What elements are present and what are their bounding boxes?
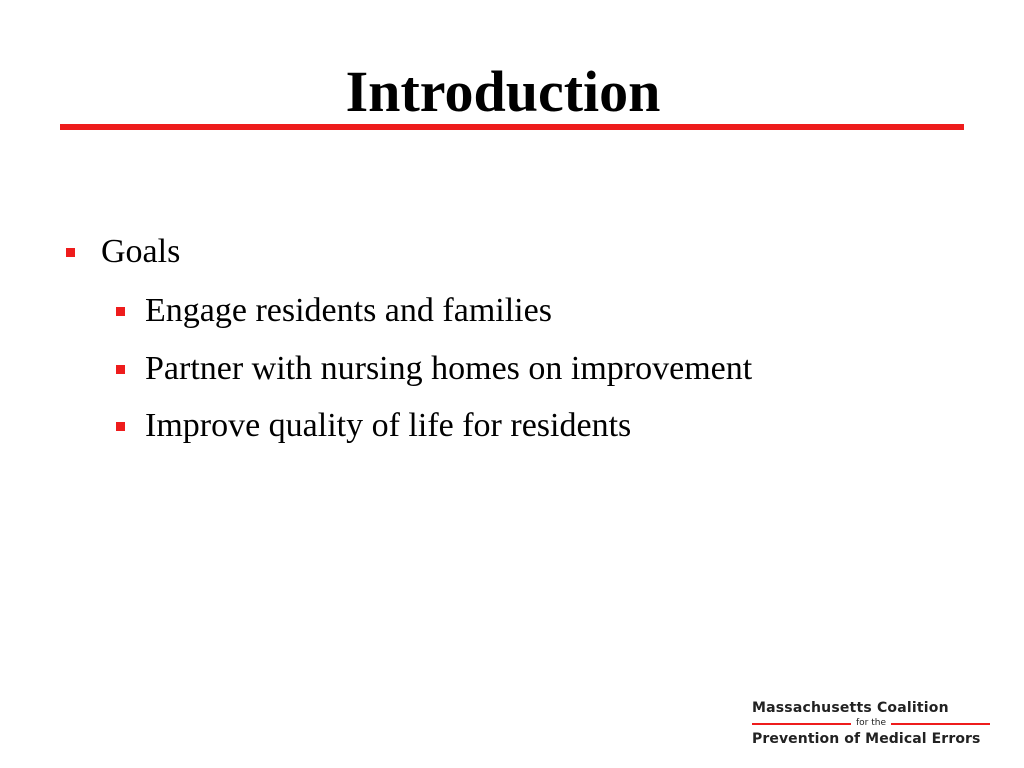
square-bullet-icon (116, 422, 125, 431)
logo-name-line: Massachusetts Coalition (752, 700, 949, 716)
sub-bullet-item (116, 349, 752, 389)
logo-subtitle-line: Prevention of Medical Errors (752, 731, 981, 747)
square-bullet-icon (116, 307, 125, 316)
slide-title: Introduction (345, 59, 661, 124)
sub-bullet-item (116, 291, 552, 331)
organization-logo (752, 700, 990, 748)
logo-rule-right (891, 723, 990, 725)
sub-bullet-text: Partner with nursing homes on improvement (145, 350, 753, 387)
sub-bullet-text: Engage residents and families (145, 292, 552, 329)
square-bullet-icon (116, 365, 125, 374)
sub-bullet-text: Improve quality of life for residents (145, 407, 632, 444)
bullet-text: Goals (101, 233, 181, 270)
bullet-item-goals (66, 232, 180, 272)
sub-bullet-item (116, 406, 631, 446)
logo-rule-left (752, 723, 851, 725)
logo-connector-text: for the (856, 718, 887, 728)
logo-divider (752, 718, 990, 729)
square-bullet-icon (66, 248, 75, 257)
